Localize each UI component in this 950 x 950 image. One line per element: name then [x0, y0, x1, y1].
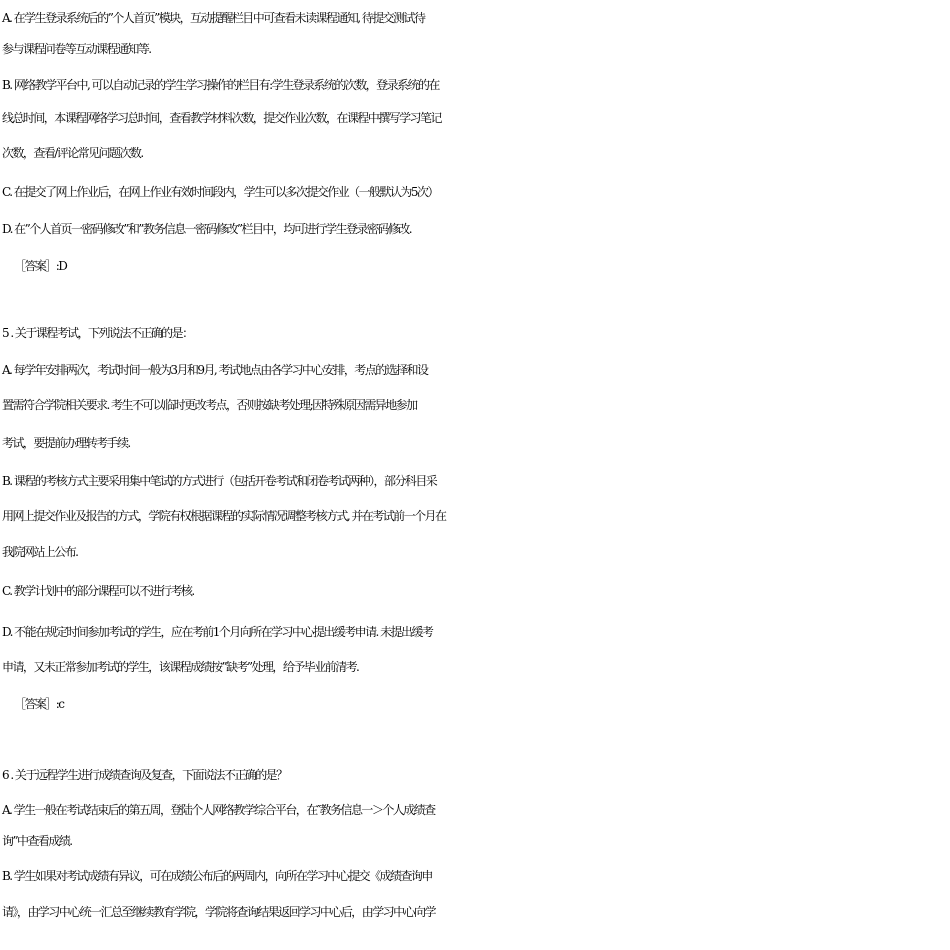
q5-question: 5 . 关于课程考试，下列说法不正确的是：	[2, 326, 193, 340]
q5-option-d-line-2: 申请，又未正常参加考试的学生，该课程成绩按”缺考”处理，给予毕业前清考.	[2, 660, 359, 674]
q4-option-c: C. 在提交了网上作业后，在网上作业有效时间段内，学生可以多次提交作业（一般默认为5次）	[2, 185, 438, 199]
q4-option-d: D. 在”个人首页一密码修改”和”教务信息一密码修改”栏目中，均可进行学生登录密码修改.	[2, 222, 411, 236]
q4-option-a-line-2: 参与课程问卷等互动课程通知等.	[2, 42, 151, 56]
q4-option-b-line-1: B. 网络教学平台中, 可以自动记录的学生学习操作的栏目有:学生登录系统的次数，登录系统的在	[2, 78, 439, 92]
q4-option-b-line-2: 线总时间，本课程网络学习总时间，查看教学材料次数，提交作业次数，在课程中撰写学习笔记	[2, 111, 441, 125]
q6-option-a-line-1: A. 学生一般在考试结束后的第五周，登陆个人网络教学综合平台，在″教务信息一＞个人成绩查	[2, 803, 435, 817]
q5-option-a-line-2: 置需符合学院相关要求. 考生不可以临时更改考点，否则按缺考处理;因特殊原因需异地参加	[2, 398, 417, 412]
q5-option-c: C. 教学计划中的部分课程可以不进行考核.	[2, 584, 194, 598]
q6-option-a-line-2: 询”中查看成绩.	[2, 834, 72, 848]
q5-option-b-line-3: 我院网站上公布.	[2, 545, 78, 559]
q5-option-d-line-1: D. 不能在规定时间参加考试的学生，应在考前1个月向所在学习中心提出缓考申请. 未提出缓考	[2, 625, 433, 639]
q5-option-b-line-2: 用网上提交作业及报告的方式，学院有权根据课程的实际情况调整考核方式, 并在考试前一个月在	[2, 509, 446, 523]
q6-option-b-line-1: B. 学生如果对考试成绩有异议，可在成绩公布后的两周内，向所在学习中心提交《成绩查询申	[2, 869, 432, 883]
q6-option-b-line-2: 请》，由学习中心统一汇总至继续教育学院，学院将查询结果返回学习中心后，由学习中心向学	[2, 905, 435, 919]
q4-option-b-line-3: 次数，查看/评论常见问题次数.	[2, 146, 143, 160]
q5-answer: ［答案］:c	[14, 697, 64, 711]
q6-question: 6 . 关于远程学生进行成绩查询及复查，下面说法不正确的是？	[2, 768, 287, 782]
q4-option-a-line-1: A. 在学生登录系统后的”个人首页”模块，互动提醒栏目中可查看未读课程通知, 待提交测试待	[2, 11, 425, 25]
q5-option-a-line-3: 考试，要提前办理转考手续.	[2, 436, 130, 450]
q4-answer: ［答案］:D	[14, 259, 67, 273]
q5-option-a-line-1: A. 每学年安排两次，考试时间一般为3月和9月, 考试地点由各学习中心安排，考点的选择和设	[2, 363, 428, 377]
q5-option-b-line-1: B. 课程的考核方式主要采用集中笔试的方式进行（包括开卷考试和闭卷考试两种），部分科目采	[2, 474, 437, 488]
